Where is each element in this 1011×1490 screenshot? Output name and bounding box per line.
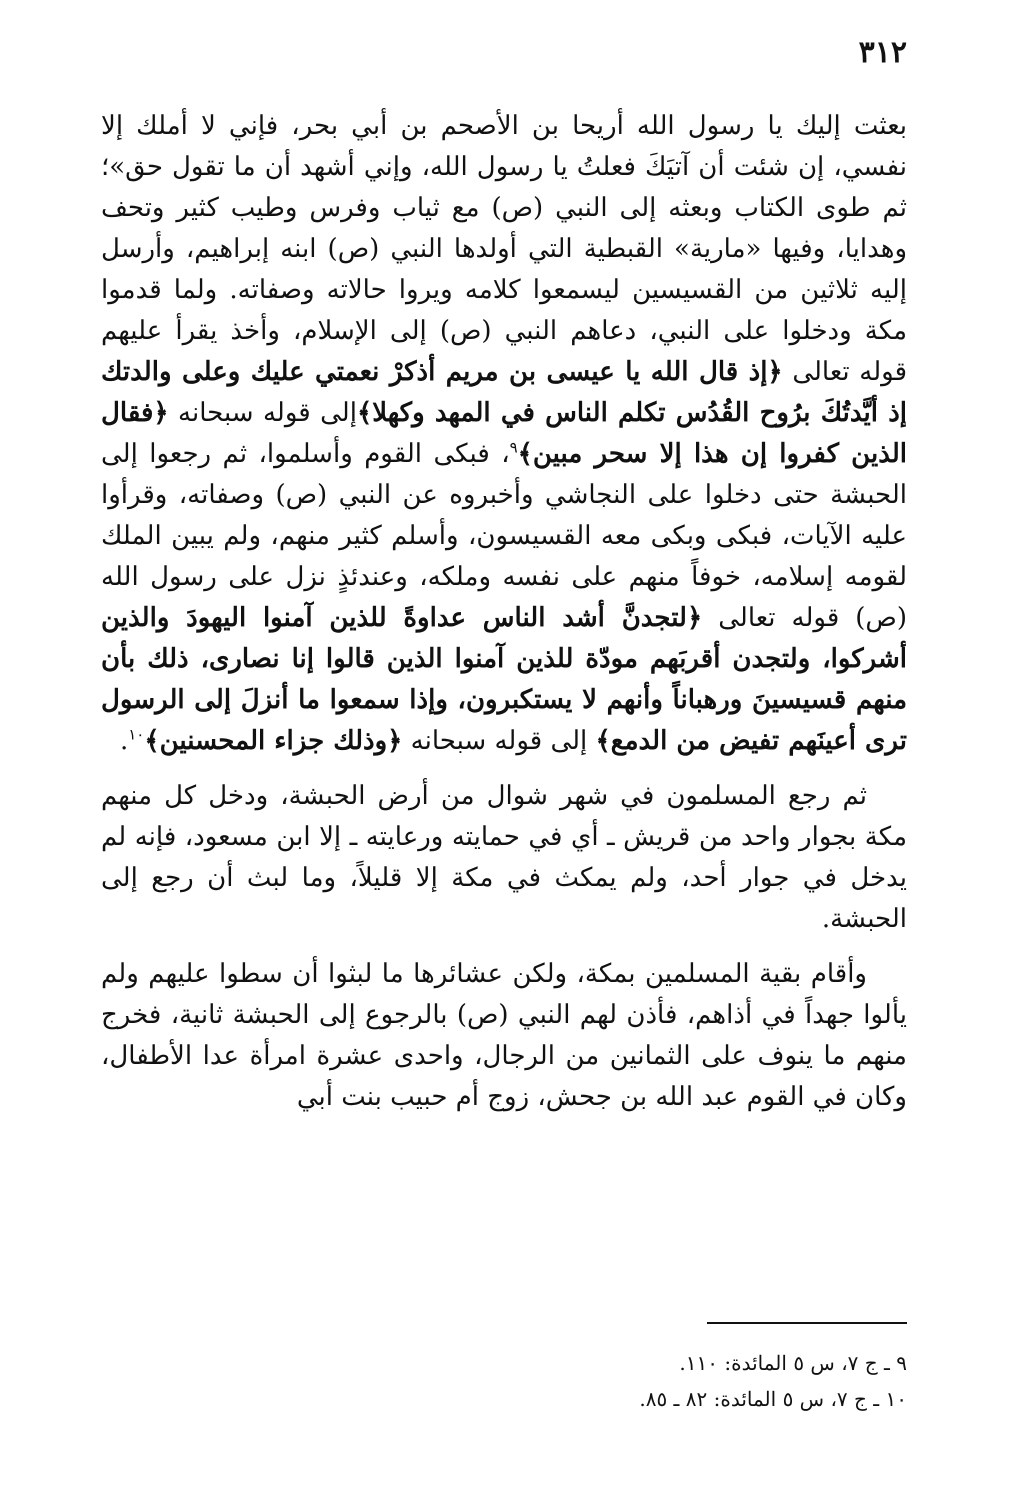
quran-verse: ﴿وذلك جزاء المحسنين﴾ bbox=[144, 726, 403, 756]
quran-verse: ﴿فقال الذين كفروا إن هذا إلا سحر مبين﴾ bbox=[101, 398, 907, 469]
paragraph-text: إلى قوله سبحانه bbox=[402, 726, 596, 756]
paragraph-text: وأقام بقية المسلمين بمكة، ولكن عشائرها ما لبثوا أن سطوا عليهم ولم يألوا جهداً في أذاهم، فأذن لهم النبي (ص) بالرجوع إلى الحبشة ثانية، فخرج منهم ما ينوف على الثمانين من الرجال، واحدى عشرة امرأة عدا الأطفال، وكان في القوم عبد الله بن جحش، زوج أم حبيب بنت أبي bbox=[101, 959, 907, 1112]
footnote-divider bbox=[707, 1322, 907, 1324]
footnote-10: ١٠ ـ ج ٧، س ٥ المائدة: ٨٢ ـ ٨٥. bbox=[639, 1387, 907, 1411]
footnote-9: ٩ ـ ج ٧، س ٥ المائدة: ١١٠. bbox=[679, 1351, 907, 1375]
paragraph bbox=[101, 954, 907, 1118]
paragraph-text: ، فبكى القوم وأسلموا، ثم رجعوا إلى الحبشة حتى دخلوا على النجاشي وأخبروه عن النبي (ص) وصفاته، وقرأوا عليه الآيات، فبكى وبكى معه القسيسون، وأسلم كثير منهم، ولم يبين الملك لقومه إسلامه، خوفاً منهم على نفسه وملكه، وعندئذٍ نزل على رسول الله (ص) قوله تعالى bbox=[101, 439, 907, 633]
footnote-reference: ١٠ bbox=[128, 725, 145, 744]
page-number: ٣١٢ bbox=[858, 35, 907, 70]
quran-verse: ﴿لتجدنَّ أشد الناس عداوةً للذين آمنوا اليهودَ والذين أشركوا، ولتجدن أقربَهم مودّة للذين آمنوا الذين قالوا إنا نصارى، ذلك بأن منهم قسيسينَ ورهباناً وأنهم لا يستكبرون، وإذا سمعوا ما أنزلَ إلى الرسول ترى أعينَهم تفيض من الدمع﴾ bbox=[101, 603, 907, 756]
paragraph-text: إلى قوله سبحانه bbox=[168, 398, 357, 428]
paragraph-text: ثم رجع المسلمون في شهر شوال من أرض الحبشة، ودخل كل منهم مكة بجوار واحد من قريش ـ أي في حمايته ورعايته ـ إلا ابن مسعود، فإنه لم يدخل في جوار أحد، ولم يمكث في مكة إلا قليلاً، وما لبث أن رجع إلى الحبشة. bbox=[101, 781, 907, 934]
footnote-reference: ٩ bbox=[509, 438, 518, 457]
footnotes bbox=[101, 1345, 907, 1417]
paragraph bbox=[101, 776, 907, 940]
quran-verse: ﴿إذ قال الله يا عيسى بن مريم أذكرْ نعمتي عليك وعلى والدتك إذ أيَّدتُكَ برُوح القُدُس تكلم الناس في المهد وكهلا﴾ bbox=[101, 357, 907, 428]
body-text bbox=[101, 106, 907, 1132]
paragraph bbox=[101, 106, 907, 762]
paragraph-text: بعثت إليك يا رسول الله أريحا بن الأصحم بن أبي بحر، فإني لا أملك إلا نفسي، إن شئت أن آتيَكَ فعلتُ يا رسول الله، وإني أشهد أن ما تقول حق»؛ ثم طوى الكتاب وبعثه إلى النبي (ص) مع ثياب وفرس وطيب كثير وتحف وهدايا، وفيها «مارية» القبطية التي أولدها النبي (ص) ابنه إبراهيم، وأرسل إليه ثلاثين من القسيسين ليسمعوا كلامه ويروا حالاته وصفاته. ولما قدموا مكة ودخلوا على النبي، دعاهم النبي (ص) إلى الإسلام، وأخذ يقرأ عليهم قوله تعالى bbox=[101, 111, 908, 387]
paragraph-text: . bbox=[119, 726, 129, 756]
